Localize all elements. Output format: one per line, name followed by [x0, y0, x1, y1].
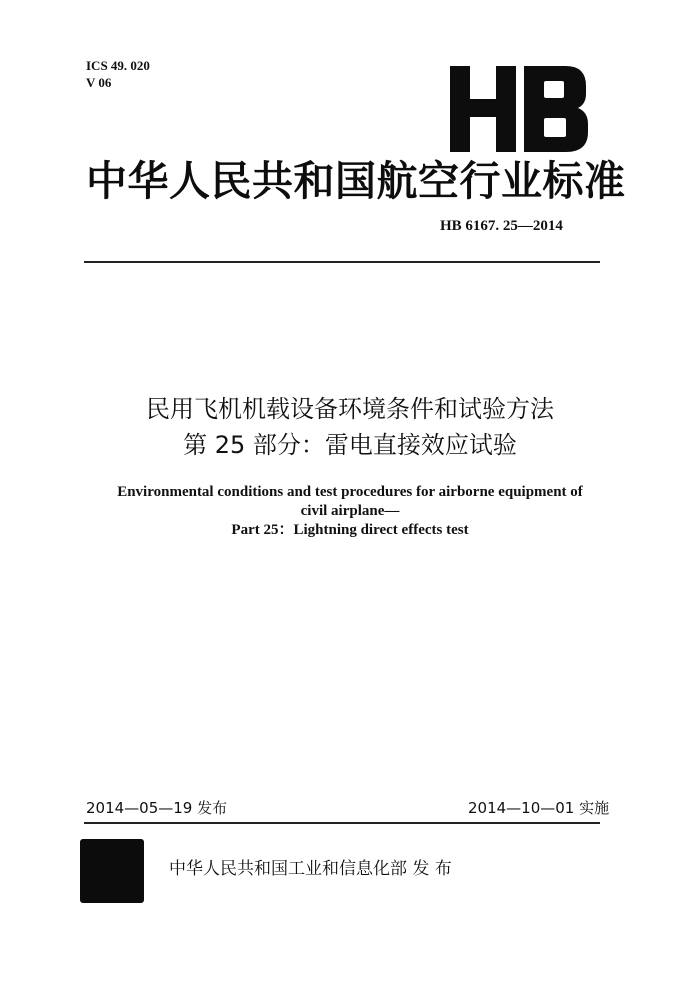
hb-logo-letter-h	[450, 66, 516, 152]
classification-code: V 06	[86, 75, 112, 90]
issuer-emblem	[80, 839, 144, 903]
chinese-title-line-2: 第 25 部分：雷电直接效应试验	[183, 431, 517, 459]
english-title-line-2: civil airplane—	[300, 503, 400, 519]
standard-category-title: 中华人民共和国航空行业标准	[86, 157, 626, 205]
header-divider	[84, 261, 600, 263]
hb-logo-letter-b	[524, 66, 588, 152]
english-title-line-3: Part 25：Lightning direct effects test	[231, 522, 469, 538]
hb-logo-text: HB	[448, 66, 450, 67]
footer-divider	[84, 822, 600, 824]
issuer-name: 中华人民共和国工业和信息化部 发 布	[169, 859, 452, 879]
chinese-title-line-1: 民用飞机机载设备环境条件和试验方法	[146, 395, 554, 423]
standard-number: HB 6167. 25—2014	[440, 218, 563, 234]
hb-logo	[448, 66, 588, 152]
publish-date: 2014—05—19 发布	[86, 799, 228, 817]
implement-date: 2014—10—01 实施	[468, 799, 610, 817]
english-title-line-1: Environmental conditions and test procedures for airborne equipment of	[117, 484, 583, 500]
ics-code: ICS 49. 020	[86, 58, 150, 73]
